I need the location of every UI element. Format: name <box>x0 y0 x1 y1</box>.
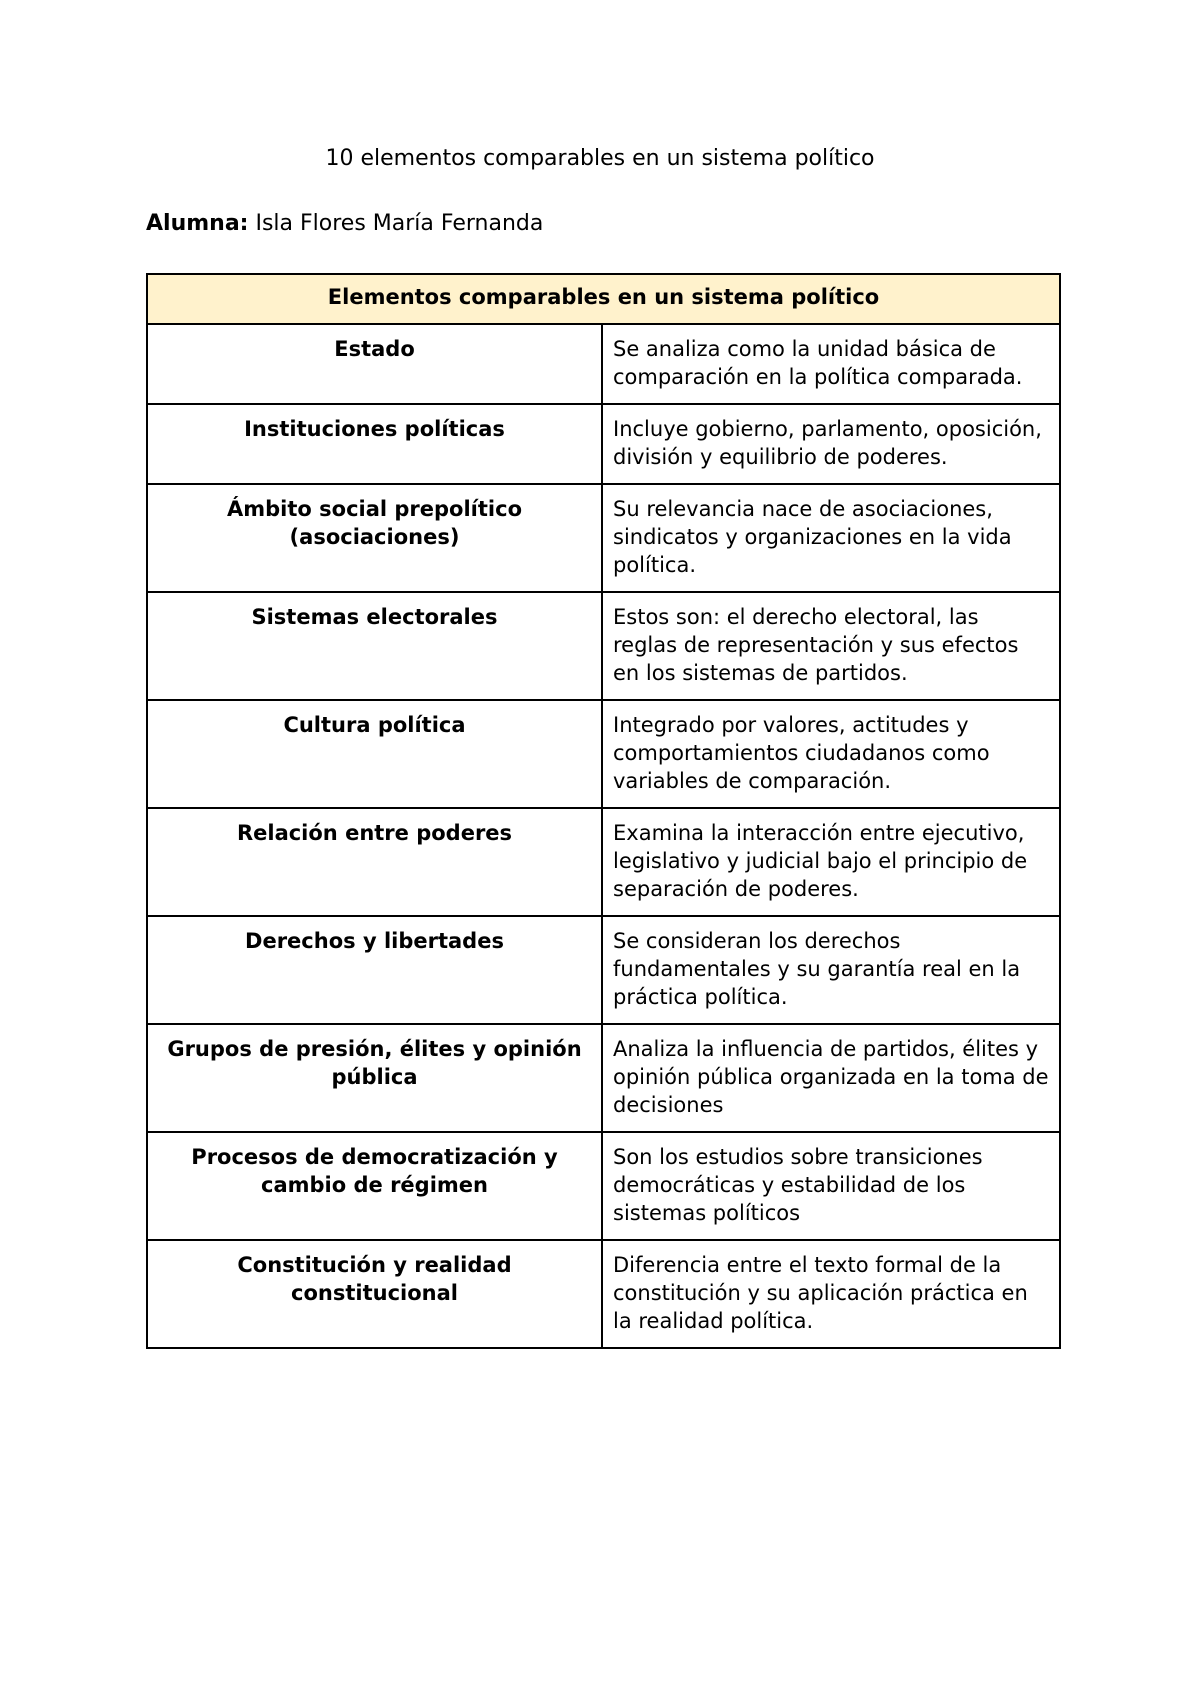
element-name: Instituciones políticas <box>147 404 602 484</box>
table-row <box>147 592 1060 700</box>
table-row <box>147 324 1060 404</box>
table-row <box>147 1240 1060 1348</box>
element-name: Cultura política <box>147 700 602 808</box>
table-row <box>147 1024 1060 1132</box>
table-header: Elementos comparables en un sistema político <box>147 274 1060 324</box>
table-row <box>147 700 1060 808</box>
element-name: Ámbito social prepolítico (asociaciones) <box>147 484 602 592</box>
element-description: Se analiza como la unidad básica de comparación en la política comparada. <box>602 324 1060 404</box>
element-description: Diferencia entre el texto formal de la constitución y su aplicación práctica en la realidad política. <box>602 1240 1060 1348</box>
table-header-row <box>147 274 1060 324</box>
table-row <box>147 1132 1060 1240</box>
element-description: Se consideran los derechos fundamentales y su garantía real en la práctica política. <box>602 916 1060 1024</box>
element-description: Estos son: el derecho electoral, las reglas de representación y sus efectos en los sistemas de partidos. <box>602 592 1060 700</box>
element-name: Relación entre poderes <box>147 808 602 916</box>
elements-table <box>146 273 1061 1349</box>
element-description: Su relevancia nace de asociaciones, sindicatos y organizaciones en la vida política. <box>602 484 1060 592</box>
element-description: Integrado por valores, actitudes y comportamientos ciudadanos como variables de comparación. <box>602 700 1060 808</box>
student-line <box>146 210 543 238</box>
table-row <box>147 484 1060 592</box>
element-name: Derechos y libertades <box>147 916 602 1024</box>
element-name: Estado <box>147 324 602 404</box>
element-description: Incluye gobierno, parlamento, oposición, división y equilibrio de poderes. <box>602 404 1060 484</box>
element-name: Procesos de democratización y cambio de régimen <box>147 1132 602 1240</box>
document-title: 10 elementos comparables en un sistema político <box>325 146 875 171</box>
element-description: Analiza la influencia de partidos, élites y opinión pública organizada en la toma de decisiones <box>602 1024 1060 1132</box>
element-description: Examina la interacción entre ejecutivo, legislativo y judicial bajo el principio de separación de poderes. <box>602 808 1060 916</box>
student-name: Isla Flores María Fernanda <box>255 211 544 236</box>
element-name: Sistemas electorales <box>147 592 602 700</box>
table-row <box>147 404 1060 484</box>
element-name: Grupos de presión, élites y opinión pública <box>147 1024 602 1132</box>
element-description: Son los estudios sobre transiciones democráticas y estabilidad de los sistemas políticos <box>602 1132 1060 1240</box>
table-row <box>147 808 1060 916</box>
student-label: Alumna: <box>146 211 249 236</box>
table-row <box>147 916 1060 1024</box>
element-name: Constitución y realidad constitucional <box>147 1240 602 1348</box>
